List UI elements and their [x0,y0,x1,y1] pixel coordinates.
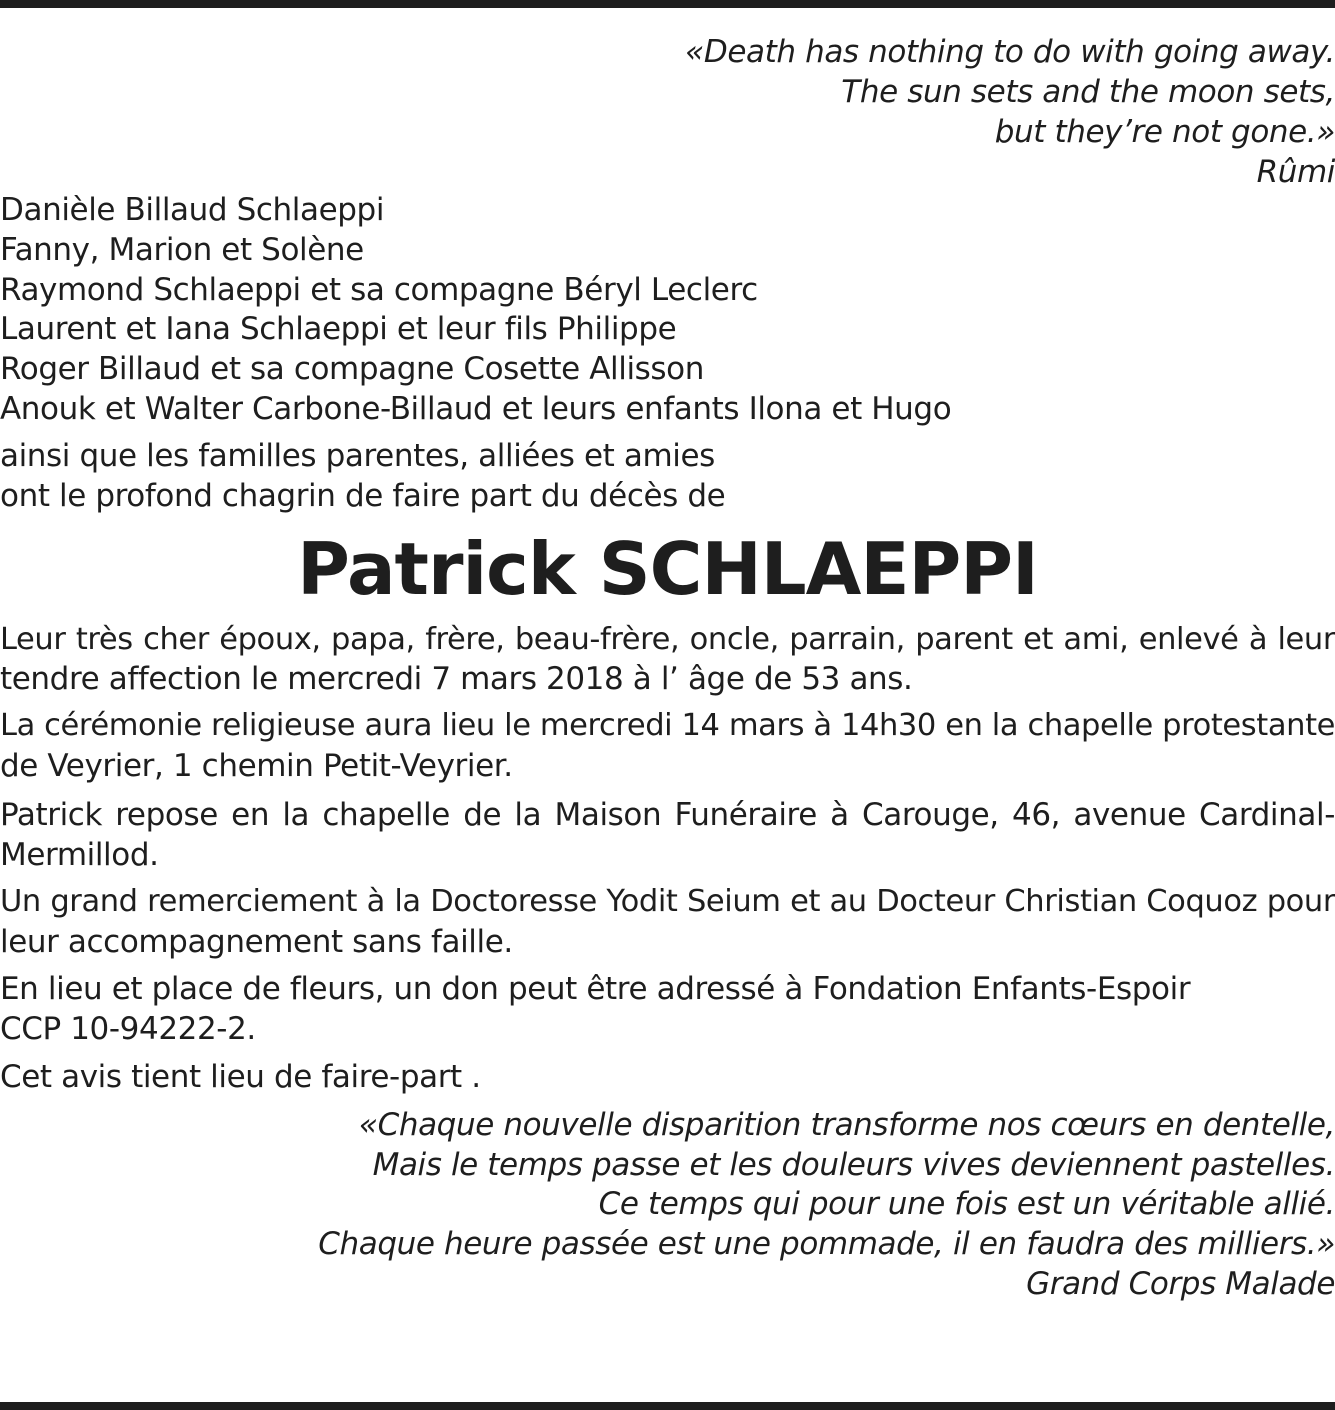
mourner-line: Laurent et Iana Schlaeppi et leur fils Philippe [0,311,677,347]
paragraph-line: En lieu et place de fleurs, un don peut être adressé à Fondation Enfants-Espoir [0,971,1191,1007]
deceased-name: Patrick SCHLAEPPI [297,527,1038,611]
paragraph-line: tendre affection le mercredi 7 mars 2018 à l’ âge de 53 ans. [0,661,913,697]
paragraph-line: leur accompagnement sans faille. [0,924,513,960]
paragraph-line: Leur très cher époux, papa, frère, beau-frère, oncle, parrain, parent et ami, enlevé à leur [0,622,1335,657]
mourner-line: Anouk et Walter Carbone-Billaud et leurs enfants Ilona et Hugo [0,391,952,427]
announcement-line: ont le profond chagrin de faire part du décès de [0,478,726,514]
epigraph-top-line: The sun sets and the moon sets, [841,74,1335,110]
mourner-line: Raymond Schlaeppi et sa compagne Béryl Leclerc [0,272,758,308]
epigraph-bottom-line: Mais le temps passe et les douleurs vives deviennent pastelles. [372,1147,1335,1183]
paragraph-line: Un grand remerciement à la Doctoresse Yodit Seium et au Docteur Christian Coquoz pour [0,884,1335,919]
top-border-rule [0,0,1335,8]
epigraph-top-author: Rûmi [1256,154,1335,190]
epigraph-bottom-line: Ce temps qui pour une fois est un véritable allié. [598,1186,1335,1222]
mourner-line: Fanny, Marion et Solène [0,232,364,268]
announcement-line: ainsi que les familles parentes, alliées et amies [0,438,715,474]
epigraph-bottom-line: Chaque heure passée est une pommade, il en faudra des milliers.» [318,1226,1335,1262]
paragraph-line: CCP 10-94222-2. [0,1011,256,1047]
paragraph-line: Cet avis tient lieu de faire-part . [0,1059,481,1095]
paragraph-line: de Veyrier, 1 chemin Petit-Veyrier. [0,748,513,784]
mourner-line: Roger Billaud et sa compagne Cosette Allisson [0,351,704,387]
paragraph-line: La cérémonie religieuse aura lieu le mercredi 14 mars à 14h30 en la chapelle protestante [0,708,1335,743]
epigraph-bottom-line: «Chaque nouvelle disparition transforme nos cœurs en dentelle, [358,1107,1335,1143]
epigraph-top-line: but they’re not gone.» [994,114,1335,150]
epigraph-top-line: «Death has nothing to do with going away. [685,34,1335,70]
mourner-line: Danièle Billaud Schlaeppi [0,192,385,228]
paragraph-line: Patrick repose en la chapelle de la Maison Funéraire à Carouge, 46, avenue Cardinal- [0,797,1335,833]
paragraph-line: Mermillod. [0,837,159,873]
bottom-border-rule [0,1402,1335,1410]
epigraph-bottom-author: Grand Corps Malade [1026,1266,1335,1302]
